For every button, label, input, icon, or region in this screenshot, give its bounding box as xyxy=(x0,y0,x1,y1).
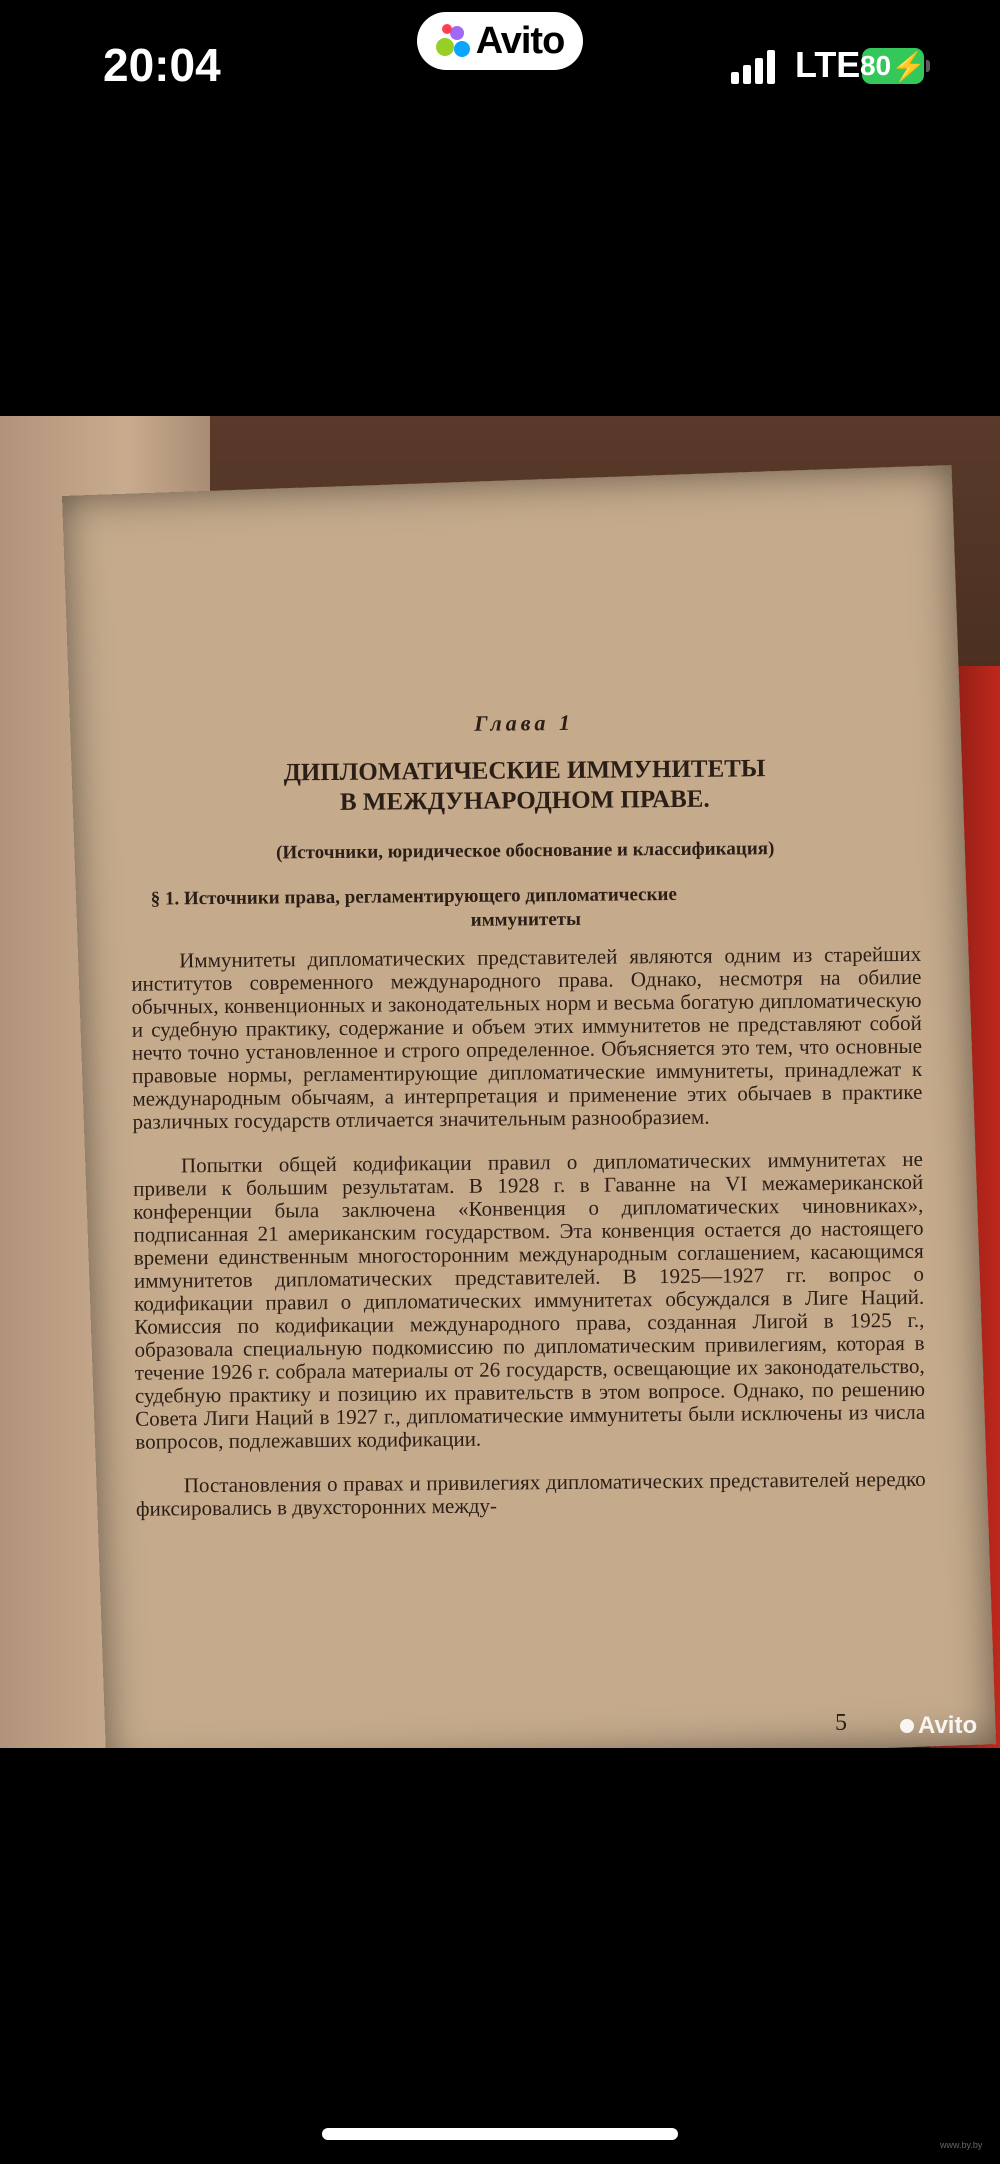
book-photo[interactable] xyxy=(0,416,1000,1748)
battery-cap xyxy=(926,60,930,72)
network-type: LTE xyxy=(795,44,861,85)
page-number: 5 xyxy=(835,1710,847,1736)
avito-watermark xyxy=(900,1712,977,1740)
signal-strength-icon xyxy=(731,50,781,84)
section-line-1: § 1. Источники права, регламентирующего дипломатические xyxy=(150,883,677,910)
section-line-2: иммунитеты xyxy=(470,908,582,931)
title-line-1: ДИПЛОМАТИЧЕСКИЕ ИММУНИТЕТЫ xyxy=(283,755,766,787)
status-bar xyxy=(0,0,1000,130)
home-indicator[interactable] xyxy=(322,2128,678,2140)
page-text xyxy=(128,607,926,1542)
paragraph: Иммунитеты дипломатических представителей являются одним из старейших институтов современного международного права. Однако, несмотря на обилие обычных, конвенционных и законодательных норм и весьма богатую дипломатическую и судебную практику, содержание и объем этих иммунитетов не представляют собой нечто точно установленное и строго определенное. Объясняется это тем, что основные правовые нормы, регламентирующие дипломатические иммунитеты, принадлежат к международным обычаям, а интерпретация и применение этих обычаев в практике различных государств отличается значительным разнообразием. xyxy=(131,941,923,1134)
app-name: Avito xyxy=(475,19,565,62)
avito-watermark-icon xyxy=(900,1719,914,1733)
chapter-subtitle: (Источники, юридическое обоснование и классификация) xyxy=(275,838,775,864)
chapter-title xyxy=(129,753,919,820)
bottom-area xyxy=(0,1748,1000,2164)
paragraph: Попытки общей кодификации правил о дипломатических иммунитетах не привели к большим результатам. В 1928 г. в Гаванне на VI межамериканской конференции была заключена «Конвенция о дипломатических чиновниках», подписанная 21 американским государством. Эта конвенция остается до настоящего времени единственным многосторонним международным соглашением, касающимся иммунитетов дипломатических представителей. В 1925—1927 гг. вопрос о кодификации правил о дипломатических иммунитетах обсуждался в Лиге Наций. Комиссия по кодификации международного права, созданная Лигой в 1925 г., образовала специальную подкомиссию по дипломатическим привилегиям, которая в течение 1926 г. собрала материалы от 26 государств, освещающие их законодательство, судебную практику и позицию их правительств в этом вопросе. Однако, по решению Совета Лиги Наций в 1927 г., дипломатические иммунитеты были исключены из числа вопросов, подлежавших кодификации. xyxy=(133,1146,926,1454)
paragraph: Постановления о правах и привилегиях дипломатических представителей нередко фиксировались в двухсторонних между- xyxy=(135,1466,926,1521)
section-heading xyxy=(151,881,901,936)
title-line-2: В МЕЖДУНАРОДНОМ ПРАВЕ. xyxy=(339,785,710,816)
battery-icon: 80 ⚡ xyxy=(862,48,924,84)
watermark-text: Avito xyxy=(918,1712,978,1739)
chapter-heading: Глава 1 xyxy=(474,709,575,736)
corner-watermark: www.by.by xyxy=(940,2140,983,2150)
avito-logo-icon xyxy=(436,24,470,58)
book-page xyxy=(62,465,996,1748)
status-time: 20:04 xyxy=(103,39,221,91)
app-indicator-pill[interactable] xyxy=(417,12,583,70)
battery-level: 80 xyxy=(859,50,892,81)
